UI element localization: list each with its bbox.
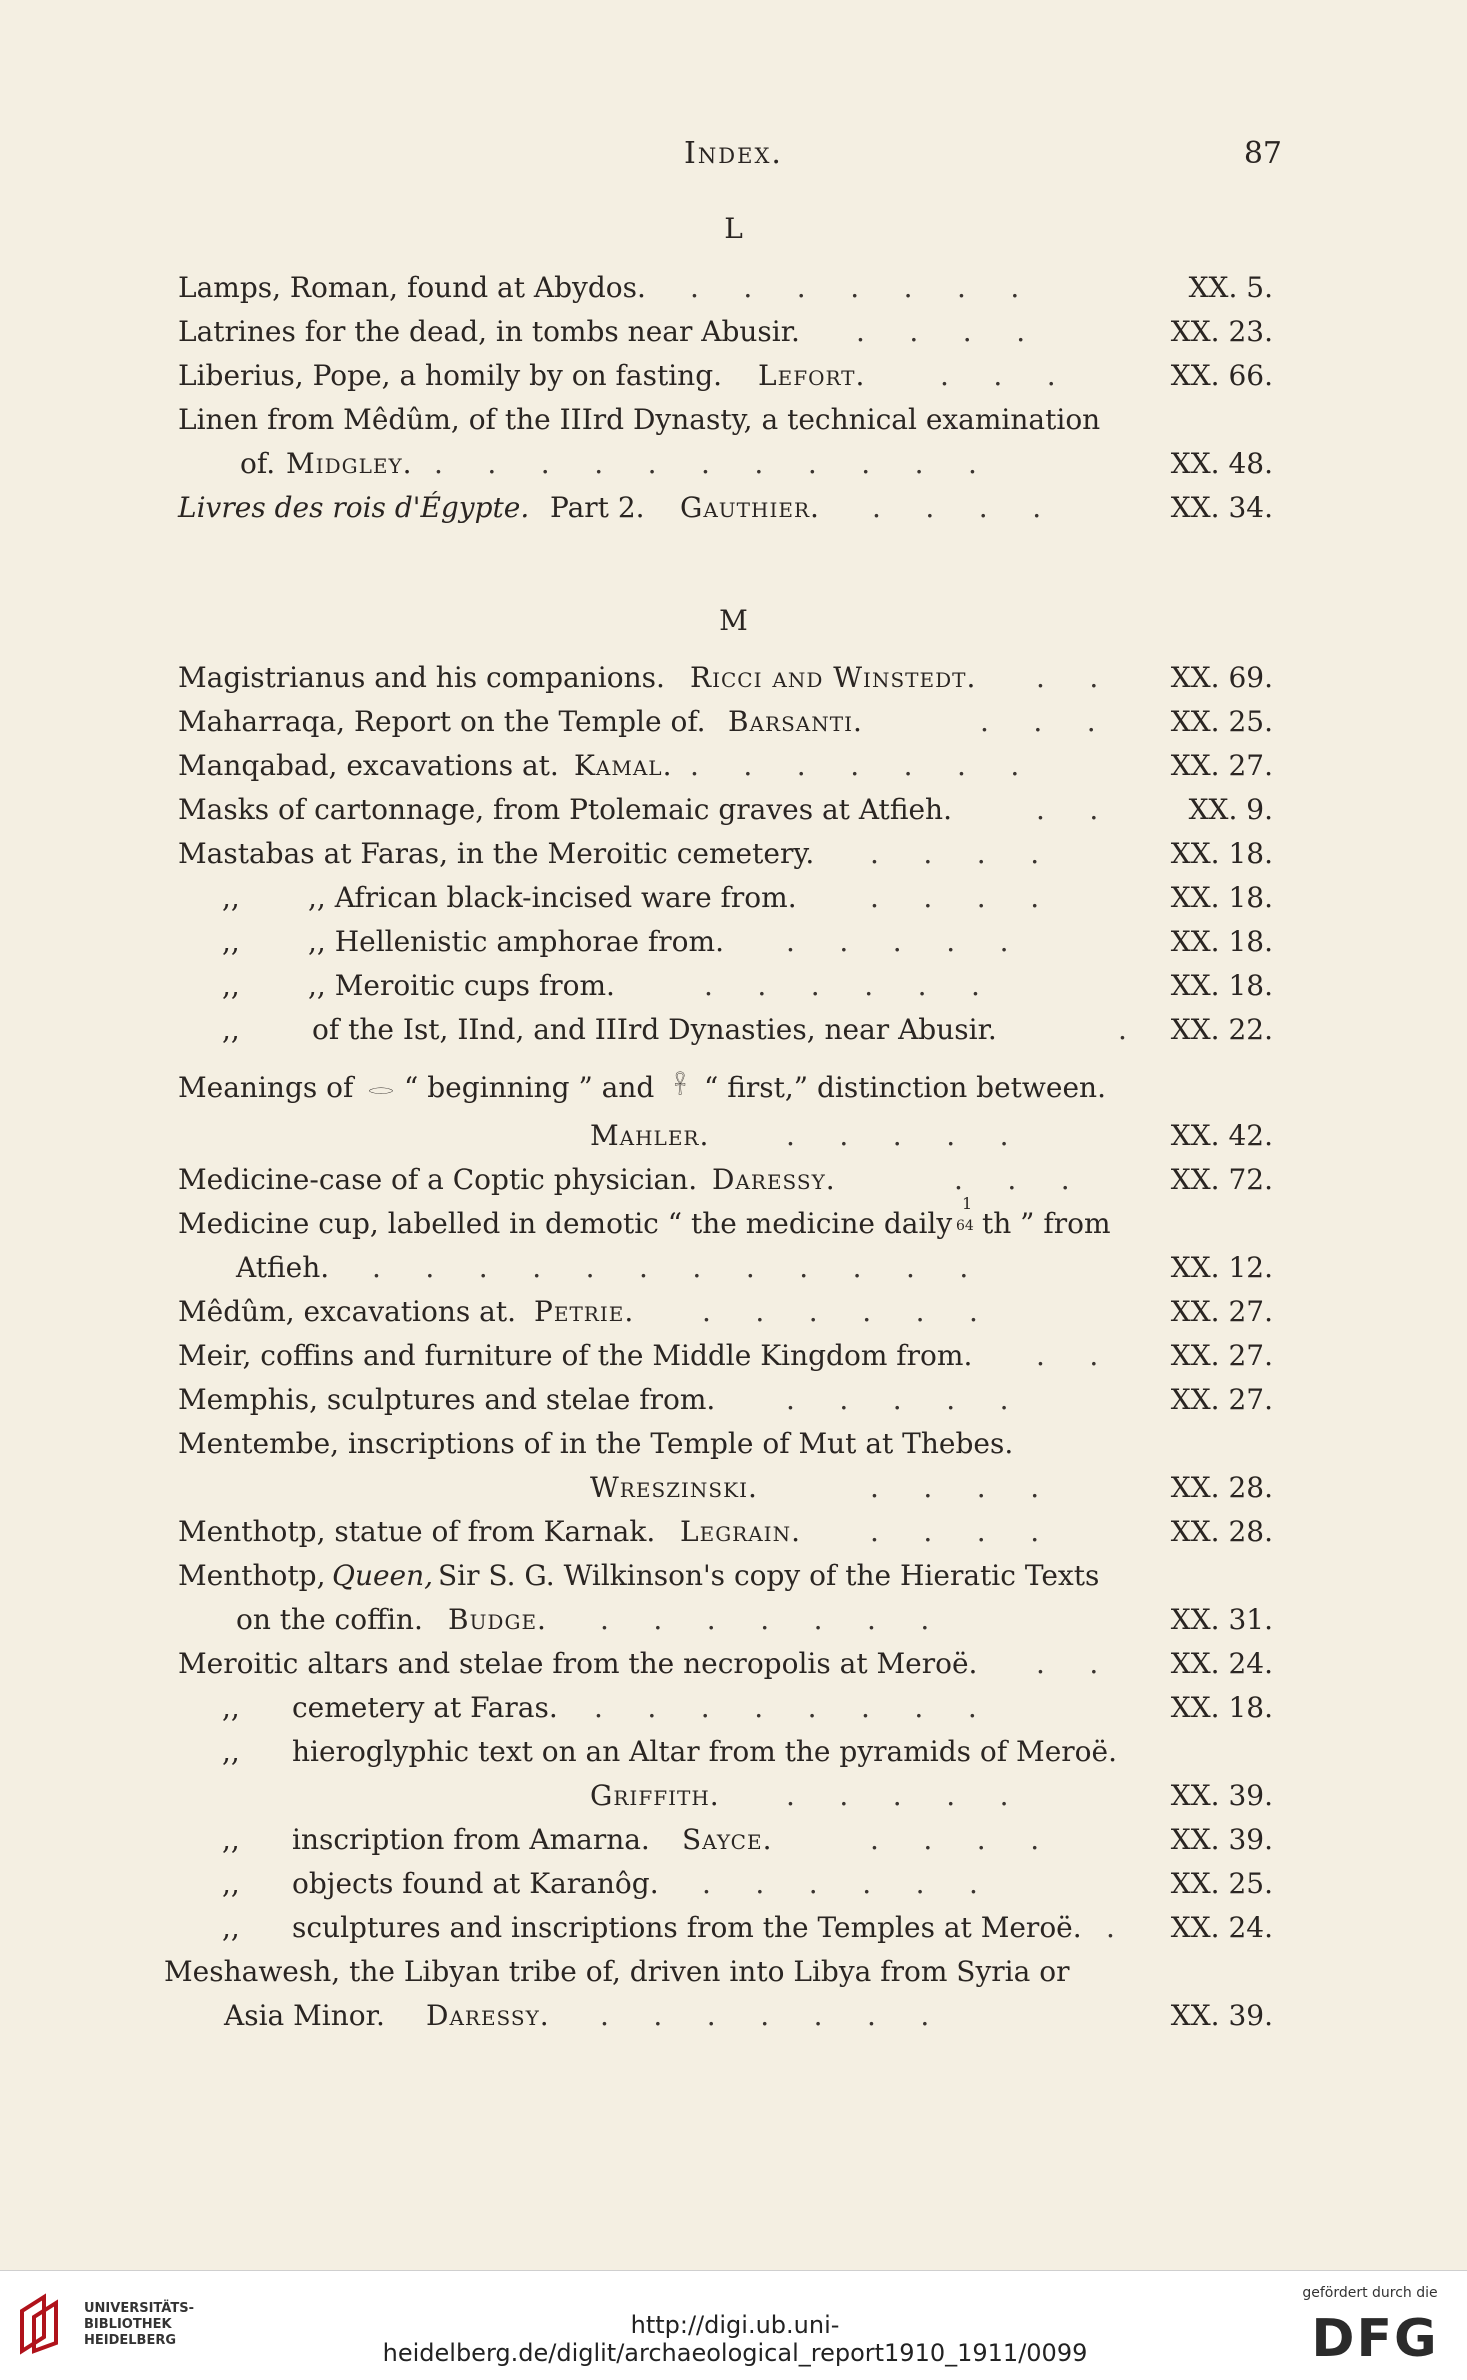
fraction-denominator: 64	[956, 1218, 974, 1234]
volume-reference: XX. 24.	[1170, 1911, 1273, 1944]
source-url[interactable]: http://digi.ub.uni-heidelberg.de/diglit/archaeological_report1910_1911/0099	[382, 2311, 1088, 2367]
entry-text: Linen from Mêdûm, of the IIIrd Dynasty, a technical examination	[178, 403, 1101, 436]
entry-text: Part 2.	[550, 491, 645, 524]
volume-reference: XX. 72.	[1170, 1163, 1273, 1196]
index-entry: Latrines for the dead, in tombs near Abusir. . . . . XX. 23.	[0, 310, 1467, 354]
volume-reference: XX. 18.	[1170, 969, 1273, 1002]
volume-reference: XX. 18.	[1170, 837, 1273, 870]
dfg-logo: DFG	[1311, 2309, 1439, 2369]
volume-reference: XX. 24.	[1170, 1647, 1273, 1680]
entry-text: Lamps, Roman, found at Abydos.	[178, 271, 646, 304]
index-entry: Memphis, sculptures and stelae from. . . . . . XX. 27.	[0, 1378, 1467, 1422]
entry-author: Legrain.	[680, 1515, 801, 1548]
entry-text: Latrines for the dead, in tombs near Abusir.	[178, 315, 800, 348]
index-entry-sub: ,, objects found at Karanôg. . . . . . . XX. 25.	[0, 1862, 1467, 1906]
volume-reference: XX. 5.	[1188, 271, 1273, 304]
entry-text: on the coffin.	[236, 1603, 423, 1636]
hieroglyph-mouth-icon: 𓂋	[368, 1075, 394, 1100]
index-entry: Manqabad, excavations at. Kamal. . . . . . . . XX. 27.	[0, 744, 1467, 788]
index-entry-sub: ,, sculptures and inscriptions from the Temples at Meroë. . XX. 24.	[0, 1906, 1467, 1950]
volume-reference: XX. 22.	[1170, 1013, 1273, 1046]
index-entry-sub: ,, ,, Hellenistic amphorae from. . . . . . XX. 18.	[0, 920, 1467, 964]
index-entry-continued: Mahler. . . . . . XX. 42.	[0, 1114, 1467, 1158]
index-entry-sub: ,, inscription from Amarna. Sayce. . . . . XX. 39.	[0, 1818, 1467, 1862]
entry-text: Medicine cup, labelled in demotic “ the medicine daily	[178, 1207, 953, 1240]
volume-reference: XX. 66.	[1170, 359, 1273, 392]
index-entry-sub: ,, ,, African black-incised ware from. . . . . XX. 18.	[0, 876, 1467, 920]
entry-author: Lefort.	[758, 359, 866, 392]
index-entry-continued: Wreszinski. . . . . XX. 28.	[0, 1466, 1467, 1510]
entry-title-italic: Livres des rois d'Égypte.	[178, 491, 530, 524]
index-entry: Menthotp, statue of from Karnak. Legrain. . . . . XX. 28.	[0, 1510, 1467, 1554]
volume-reference: XX. 18.	[1170, 1691, 1273, 1724]
index-entry	[0, 1422, 1467, 1466]
volume-reference: XX. 25.	[1170, 1867, 1273, 1900]
index-entry-continued: of. Midgley. . . . . . . . . . . . XX. 48.	[0, 442, 1467, 486]
index-entry-continued: Griffith. . . . . . XX. 39.	[0, 1774, 1467, 1818]
ditto-mark: ,,	[222, 969, 240, 1002]
index-entry	[0, 398, 1467, 442]
entry-text: Maharraqa, Report on the Temple of.	[178, 705, 706, 738]
volume-reference: XX. 34.	[1170, 491, 1273, 524]
index-entry-continued: Atfieh. . . . . . . . . . . . . XX. 12.	[0, 1246, 1467, 1290]
entry-text: Mêdûm, excavations at.	[178, 1295, 517, 1328]
volume-reference: XX. 18.	[1170, 881, 1273, 914]
entry-text: Meanings of	[178, 1071, 354, 1104]
index-entry: Mêdûm, excavations at. Petrie. . . . . . . XX. 27.	[0, 1290, 1467, 1334]
ditto-mark: ,,	[222, 1823, 240, 1856]
volume-reference: XX. 39.	[1170, 1779, 1273, 1812]
index-entry: Masks of cartonnage, from Ptolemaic graves at Atfieh. . . XX. 9.	[0, 788, 1467, 832]
entry-text: Magistrianus and his companions.	[178, 661, 665, 694]
entry-author: Budge.	[448, 1603, 547, 1636]
volume-reference: XX. 18.	[1170, 925, 1273, 958]
volume-reference: XX. 39.	[1170, 1999, 1273, 2032]
entry-text: Sir S. G. Wilkinson's copy of the Hieratic Texts	[438, 1559, 1100, 1592]
ditto-mark: ,,	[222, 1013, 240, 1046]
volume-reference: XX. 48.	[1170, 447, 1273, 480]
entry-text: Liberius, Pope, a homily by on fasting.	[178, 359, 723, 392]
ditto-mark: ,,	[222, 1691, 240, 1724]
volume-reference: XX. 9.	[1188, 793, 1273, 826]
section-letter-l: L	[724, 212, 743, 245]
entry-author: Sayce.	[682, 1823, 773, 1856]
entry-text: Menthotp,	[178, 1559, 326, 1592]
volume-reference: XX. 31.	[1170, 1603, 1273, 1636]
entry-author: Ricci and Winstedt.	[690, 661, 977, 694]
entry-text: objects found at Karanôg.	[292, 1867, 659, 1900]
index-entry-sub: ,, cemetery at Faras. . . . . . . . . XX. 18.	[0, 1686, 1467, 1730]
index-entry-sub: ,, ,, Meroitic cups from. . . . . . . XX. 18.	[0, 964, 1467, 1008]
index-entry	[0, 1066, 1467, 1110]
index-entry-sub	[0, 1730, 1467, 1774]
index-entry: Lamps, Roman, found at Abydos. . . . . . . . XX. 5.	[0, 266, 1467, 310]
entry-author: Midgley.	[286, 447, 413, 480]
entry-text: ,, Meroitic cups from.	[308, 969, 615, 1002]
volume-reference: XX. 39.	[1170, 1823, 1273, 1856]
volume-reference: XX. 28.	[1170, 1471, 1273, 1504]
entry-text: hieroglyphic text on an Altar from the pyramids of Meroë.	[292, 1735, 1117, 1768]
entry-text: cemetery at Faras.	[292, 1691, 558, 1724]
entry-text: th ” from	[982, 1207, 1111, 1240]
entry-text: Manqabad, excavations at.	[178, 749, 559, 782]
entry-text: Masks of cartonnage, from Ptolemaic graves at Atfieh.	[178, 793, 952, 826]
entry-text: Meir, coffins and furniture of the Middle Kingdom from.	[178, 1339, 973, 1372]
entry-author: Petrie.	[534, 1295, 635, 1328]
entry-text: Mastabas at Faras, in the Meroitic cemetery.	[178, 837, 815, 870]
volume-reference: XX. 27.	[1170, 1339, 1273, 1372]
index-entry	[0, 1194, 1467, 1246]
entry-text: of the Ist, IInd, and IIIrd Dynasties, near Abusir.	[312, 1013, 997, 1046]
entry-text: of.	[240, 447, 276, 480]
fraction-numerator: 1	[962, 1194, 973, 1213]
entry-text: Meroitic altars and stelae from the necropolis at Meroë.	[178, 1647, 978, 1680]
index-entry: Maharraqa, Report on the Temple of. Barsanti. . . . XX. 25.	[0, 700, 1467, 744]
entry-author: Mahler.	[590, 1119, 710, 1152]
ditto-mark: ,,	[222, 925, 240, 958]
volume-reference: XX. 12.	[1170, 1251, 1273, 1284]
ditto-mark: ,,	[222, 1867, 240, 1900]
index-entry: Mastabas at Faras, in the Meroitic cemetery. . . . . XX. 18.	[0, 832, 1467, 876]
running-head: Index.	[684, 136, 783, 171]
entry-text: Atfieh.	[236, 1251, 330, 1284]
library-logo-icon	[14, 2289, 74, 2359]
entry-title-italic: Queen,	[332, 1559, 434, 1592]
entry-text: Mentembe, inscriptions of in the Temple of Mut at Thebes.	[178, 1427, 1014, 1460]
entry-text: ,, African black-incised ware from.	[308, 881, 797, 914]
index-entry-sub: ,, of the Ist, IInd, and IIIrd Dynasties, near Abusir. . XX. 22.	[0, 1008, 1467, 1052]
ditto-mark: ,,	[222, 881, 240, 914]
volume-reference: XX. 69.	[1170, 661, 1273, 694]
volume-reference: XX. 27.	[1170, 749, 1273, 782]
entry-text: inscription from Amarna.	[292, 1823, 650, 1856]
entry-text: Medicine-case of a Coptic physician.	[178, 1163, 698, 1196]
index-entry-continued: on the coffin. Budge. . . . . . . . XX. 31.	[0, 1598, 1467, 1642]
digitization-footer	[0, 2270, 1467, 2380]
entry-author: Wreszinski.	[590, 1471, 758, 1504]
entry-author: Griffith.	[590, 1779, 720, 1812]
index-entry: Meroitic altars and stelae from the necropolis at Meroë. . . XX. 24.	[0, 1642, 1467, 1686]
volume-reference: XX. 28.	[1170, 1515, 1273, 1548]
entry-text: Asia Minor.	[224, 1999, 385, 2032]
funded-by-label: gefördert durch die	[1302, 2285, 1438, 2301]
entry-author: Daressy.	[426, 1999, 550, 2032]
ditto-mark: ,,	[222, 1735, 240, 1768]
entry-text: Memphis, sculptures and stelae from.	[178, 1383, 716, 1416]
index-entry-continued: Asia Minor. Daressy. . . . . . . . XX. 39.	[0, 1994, 1467, 2038]
entry-text: Menthotp, statue of from Karnak.	[178, 1515, 656, 1548]
index-entry: Livres des rois d'Égypte. Part 2. Gauthier. . . . . XX. 34.	[0, 486, 1467, 530]
entry-text: Meshawesh, the Libyan tribe of, driven into Libya from Syria or	[164, 1955, 1070, 1988]
volume-reference: XX. 27.	[1170, 1295, 1273, 1328]
index-entry: Liberius, Pope, a homily by on fasting. Lefort. . . . XX. 66.	[0, 354, 1467, 398]
hieroglyph-ankh-icon: 𓋹	[674, 1075, 687, 1100]
ditto-mark: ,,	[222, 1911, 240, 1944]
page-number: 87	[1243, 136, 1282, 171]
entry-text: “ first,” distinction between.	[704, 1071, 1106, 1104]
entry-text: “ beginning ” and	[404, 1071, 655, 1104]
entry-text: ,, Hellenistic amphorae from.	[308, 925, 724, 958]
index-entry: Magistrianus and his companions. Ricci and Winstedt. . . XX. 69.	[0, 656, 1467, 700]
section-letter-m: M	[719, 604, 748, 637]
index-entry: Medicine-case of a Coptic physician. Daressy. . . . XX. 72.	[0, 1158, 1467, 1202]
index-entry	[0, 1554, 1467, 1598]
index-entry	[0, 1950, 1467, 1994]
index-entry: Meir, coffins and furniture of the Middle Kingdom from. . . XX. 27.	[0, 1334, 1467, 1378]
entry-author: Kamal.	[574, 749, 673, 782]
entry-author: Daressy.	[712, 1163, 836, 1196]
library-name: UNIVERSITÄTS- BIBLIOTHEK HEIDELBERG	[84, 2301, 194, 2348]
entry-author: Gauthier.	[680, 491, 820, 524]
volume-reference: XX. 25.	[1170, 705, 1273, 738]
volume-reference: XX. 23.	[1170, 315, 1273, 348]
entry-author: Barsanti.	[728, 705, 863, 738]
entry-text: sculptures and inscriptions from the Temples at Meroë.	[292, 1911, 1082, 1944]
volume-reference: XX. 27.	[1170, 1383, 1273, 1416]
volume-reference: XX. 42.	[1170, 1119, 1273, 1152]
